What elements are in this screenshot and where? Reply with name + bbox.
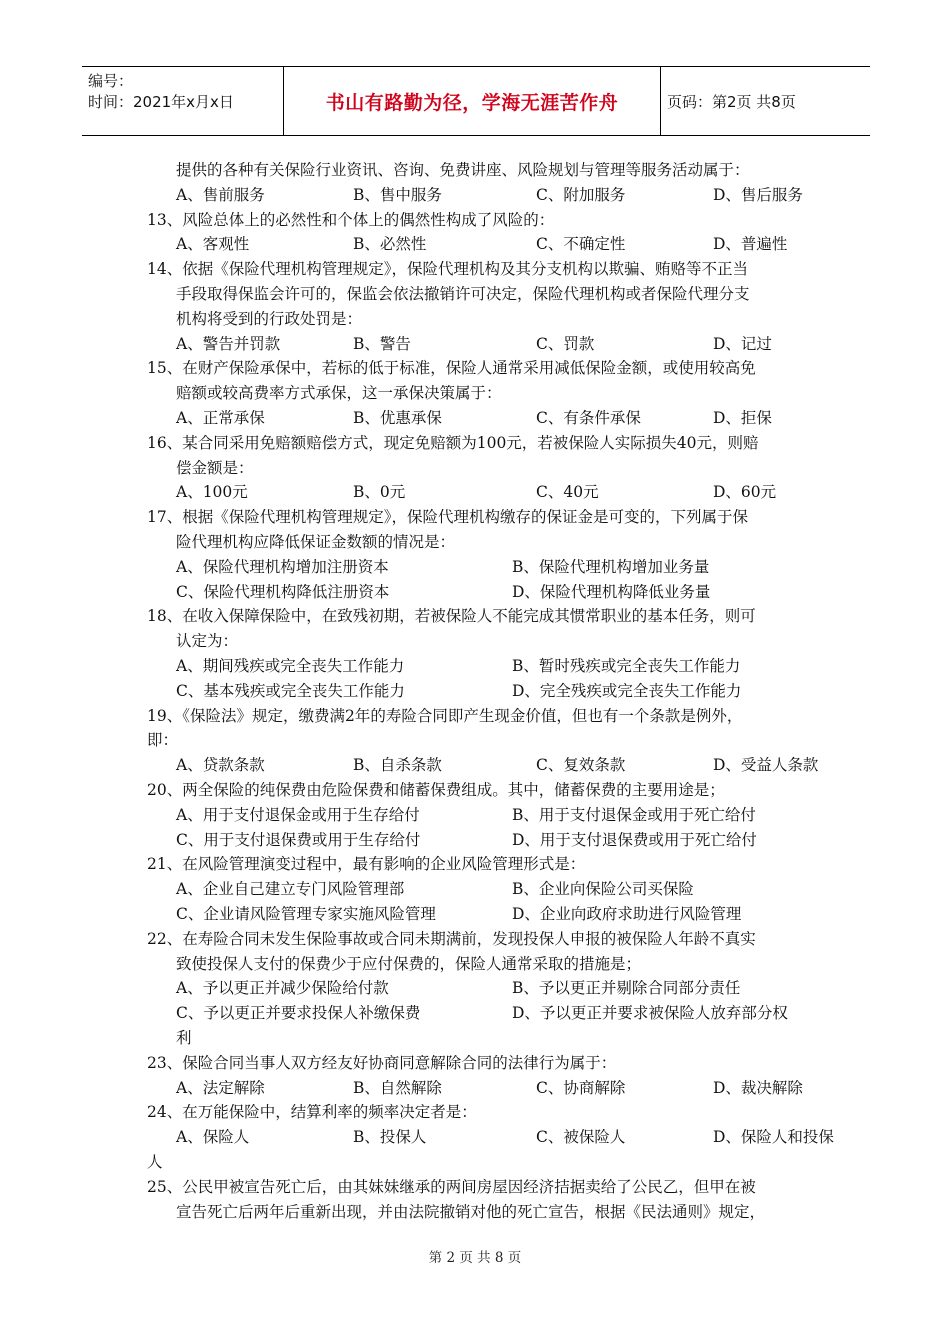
- answer-option: C、企业请风险管理专家实施风险管理: [176, 905, 436, 923]
- document-number-label: 编号：: [88, 72, 134, 90]
- answer-option: B、售中服务: [353, 185, 442, 204]
- question-line: 13、风险总体上的必然性和个体上的偶然性构成了风险的：: [147, 210, 555, 229]
- answer-option: D、用于支付退保费或用于死亡给付: [512, 830, 757, 849]
- answer-option: D、售后服务: [713, 185, 803, 204]
- question-line: 23、保险合同当事人双方经友好协商同意解除合同的法律行为属于：: [147, 1053, 617, 1072]
- answer-option: C、不确定性: [536, 235, 626, 254]
- answer-option: C、复效条款: [536, 756, 626, 775]
- answer-option: C、予以更正并要求投保人补缴保费: [176, 1004, 421, 1023]
- answer-option: D、普遍性: [713, 235, 788, 254]
- question-continuation: 手段取得保监会许可的，保监会依法撤销许可决定，保险代理机构或者保险代理分支: [176, 285, 750, 303]
- question-line: 20、两全保险的纯保费由危险保费和储蓄保费组成。其中，储蓄保费的主要用途是；: [147, 781, 725, 799]
- answer-option: C、用于支付退保费或用于生存给付: [176, 830, 421, 849]
- answer-option: C、附加服务: [536, 185, 626, 204]
- question-continuation: 利: [176, 1029, 192, 1047]
- question-continuation: 认定为：: [176, 632, 239, 651]
- answer-option: A、100元: [176, 483, 248, 502]
- answer-option: D、裁决解除: [713, 1078, 803, 1097]
- answer-option: B、必然性: [353, 235, 427, 254]
- question-continuation: 宣告死亡后两年后重新出现，并由法院撤销对他的死亡宣告，根据《民法通则》规定，: [176, 1202, 766, 1221]
- header-meta: [82, 67, 284, 135]
- answer-option: A、用于支付退保金或用于生存给付: [176, 805, 420, 824]
- answer-option: D、60元: [713, 483, 777, 502]
- answer-option: C、40元: [536, 483, 599, 502]
- question-line: 21、在风险管理演变过程中，最有影响的企业风险管理形式是：: [147, 855, 586, 874]
- answer-option: B、0元: [353, 483, 406, 502]
- answer-option: B、保险代理机构增加业务量: [512, 557, 710, 576]
- answer-option: A、正常承保: [176, 409, 265, 427]
- question-line: 15、在财产保险承保中，若标的低于标准，保险人通常采用减低保险金额，或使用较高免: [147, 359, 756, 378]
- question-line: 14、依据《保险代理机构管理规定》，保险代理机构及其分支机构以欺骗、贿赂等不正当: [147, 260, 748, 279]
- answer-option: B、自然解除: [353, 1078, 442, 1097]
- answer-option: A、期间残疾或完全丧失工作能力: [176, 657, 405, 675]
- question-line: 17、根据《保险代理机构管理规定》，保险代理机构缴存的保证金是可变的，下列属于保: [147, 508, 748, 527]
- answer-option: C、有条件承保: [536, 409, 641, 427]
- answer-option: C、罚款: [536, 334, 595, 353]
- question-continuation: 赔额或较高费率方式承保，这一承保决策属于：: [176, 384, 502, 403]
- question-line: 24、在万能保险中，结算利率的频率决定者是：: [147, 1103, 477, 1122]
- answer-option: A、保险人: [176, 1128, 250, 1147]
- answer-option: B、警告: [353, 334, 411, 353]
- answer-option: D、予以更正并要求被保险人放弃部分权: [512, 1004, 788, 1023]
- header-page-number: 页码：第2页 共8页: [667, 92, 796, 111]
- answer-option: B、予以更正并剔除合同部分责任: [512, 979, 741, 998]
- question-continuation: 提供的各种有关保险行业资讯、咨询、免费讲座、风险规划与管理等服务活动属于：: [176, 161, 750, 179]
- answer-option: A、企业自己建立专门风险管理部: [176, 880, 405, 899]
- answer-option: A、贷款条款: [176, 756, 265, 775]
- page-footer: 第 2 页 共 8 页: [428, 1250, 522, 1266]
- answer-option: B、投保人: [353, 1128, 427, 1147]
- question-line: 18、在收入保障保险中，在致残初期，若被保险人不能完成其惯常职业的基本任务，则可: [147, 607, 756, 626]
- answer-option: C、基本残疾或完全丧失工作能力: [176, 681, 405, 700]
- answer-option: D、受益人条款: [713, 756, 819, 775]
- answer-option: D、记过: [713, 334, 772, 353]
- answer-option: A、警告并罚款: [176, 334, 281, 353]
- header-motto: 书山有路勤为径，学海无涯苦作舟: [284, 67, 661, 135]
- question-line: 人: [147, 1153, 163, 1171]
- answer-option: B、自杀条款: [353, 756, 442, 775]
- answer-option: A、保险代理机构增加注册资本: [176, 557, 389, 576]
- answer-option: A、予以更正并减少保险给付款: [176, 979, 389, 998]
- answer-option: B、优惠承保: [353, 409, 442, 427]
- question-continuation: 偿金额是：: [176, 458, 254, 477]
- question-line: 25、公民甲被宣告死亡后，由其妹妹继承的两间房屋因经济拮据卖给了公民乙，但甲在被: [147, 1177, 756, 1196]
- answer-option: B、企业向保险公司买保险: [512, 880, 694, 899]
- answer-option: A、法定解除: [176, 1078, 265, 1097]
- question-continuation: 机构将受到的行政处罚是：: [176, 309, 363, 328]
- answer-option: C、保险代理机构降低注册资本: [176, 582, 390, 601]
- answer-option: D、保险人和投保: [713, 1128, 834, 1147]
- page-header: [82, 66, 870, 136]
- answer-option: D、保险代理机构降低业务量: [512, 582, 711, 601]
- question-line: 19、《保险法》规定，缴费满2年的寿险合同即产生现金价值，但也有一个条款是例外，: [147, 706, 743, 725]
- question-continuation: 险代理机构应降低保证金数额的情况是：: [176, 533, 456, 551]
- question-line: 22、在寿险合同未发生保险事故或合同未期满前，发现投保人申报的被保险人年龄不真实: [147, 929, 756, 948]
- answer-option: A、客观性: [176, 235, 250, 254]
- question-line: 即：: [147, 731, 179, 750]
- answer-option: D、企业向政府求助进行风险管理: [512, 905, 742, 923]
- answer-option: B、暂时残疾或完全丧失工作能力: [512, 657, 741, 675]
- answer-option: C、被保险人: [536, 1128, 626, 1147]
- question-line: 16、某合同采用免赔额赔偿方式，现定免赔额为100元，若被保险人实际损失40元，则赔: [147, 433, 759, 452]
- answer-option: C、协商解除: [536, 1078, 626, 1097]
- answer-option: D、完全残疾或完全丧失工作能力: [512, 681, 742, 700]
- document-time-label: 时间：2021年x月x日: [88, 93, 234, 111]
- question-continuation: 致使投保人支付的保费少于应付保费的，保险人通常采取的措施是；: [176, 954, 642, 973]
- answer-option: B、用于支付退保金或用于死亡给付: [512, 805, 756, 824]
- answer-option: A、售前服务: [176, 185, 265, 204]
- answer-option: D、拒保: [713, 409, 772, 427]
